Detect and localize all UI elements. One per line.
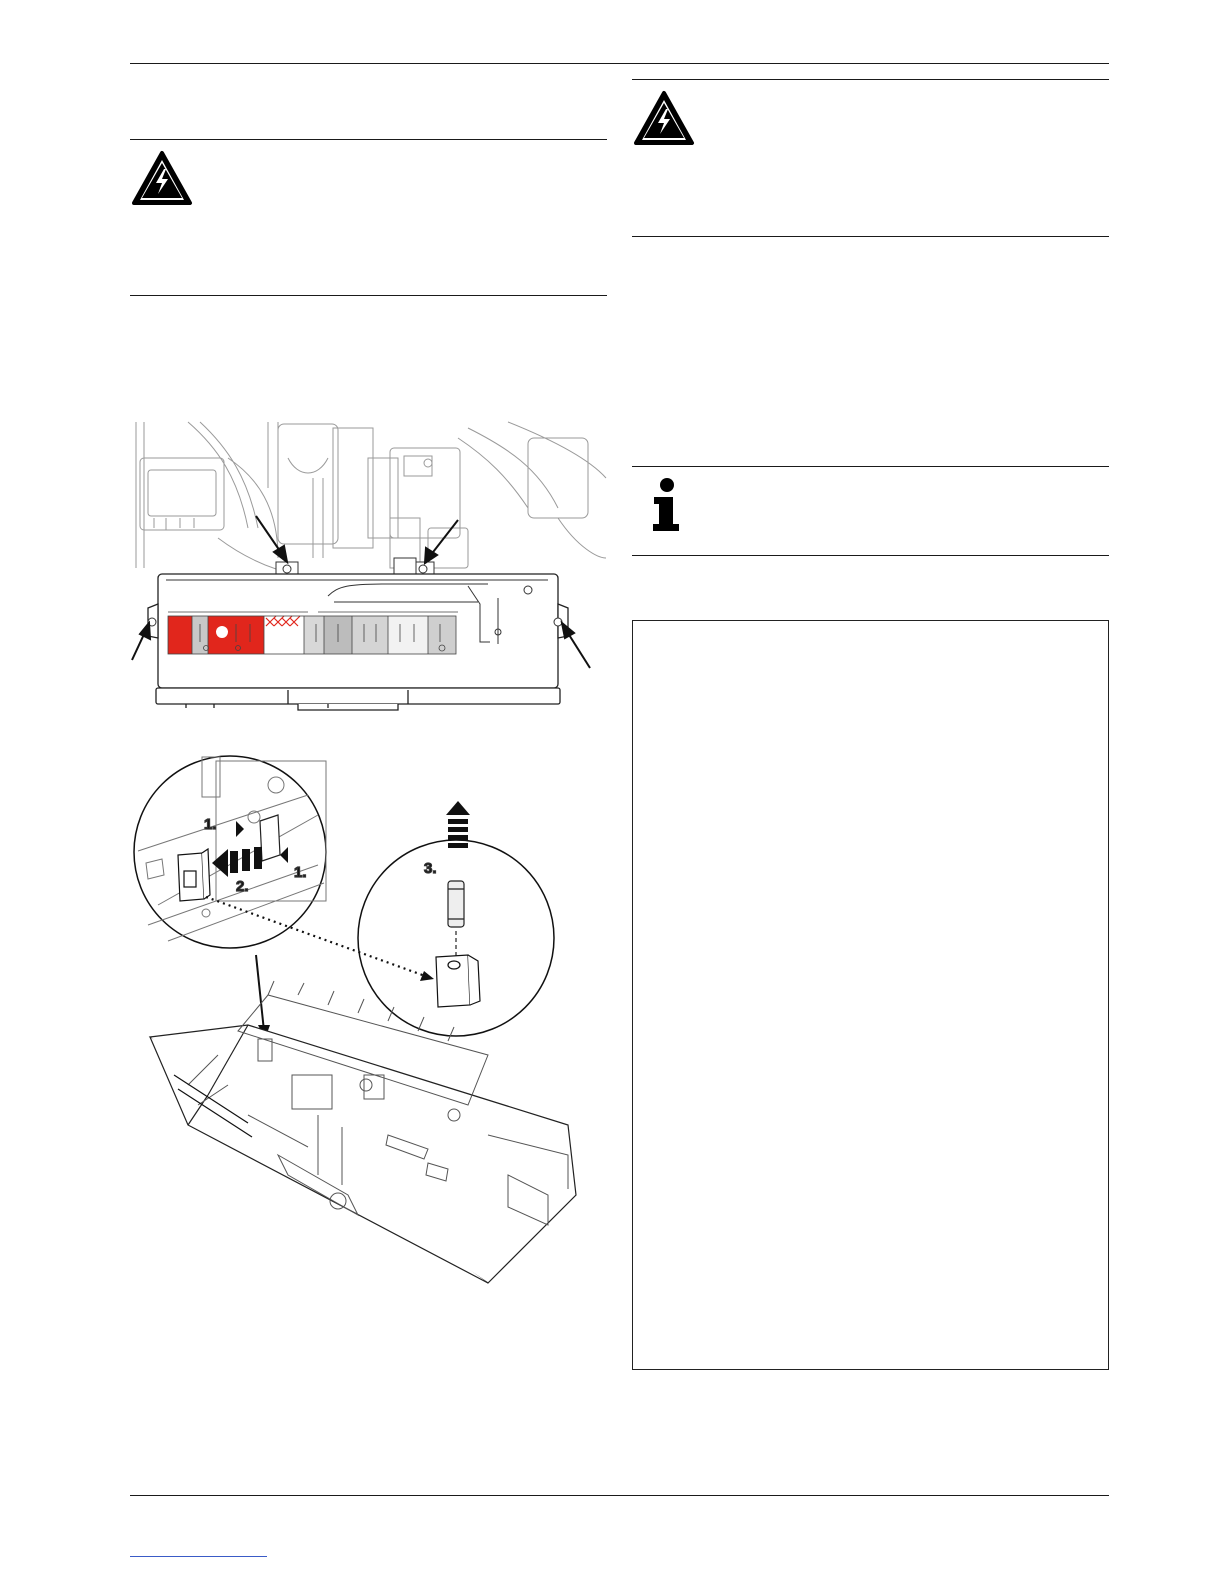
step-label-3: 3. [424, 860, 437, 877]
footer-rule [130, 1495, 1109, 1496]
step-label-1-lower: 1. [294, 864, 307, 881]
left-warning-bottom-rule [130, 295, 607, 296]
header-rule [130, 63, 1109, 64]
note-box [632, 620, 1109, 1370]
right-warning-top-rule [632, 79, 1109, 80]
footer-link-underline[interactable] [130, 1556, 267, 1557]
info-top-rule [632, 466, 1109, 467]
right-warning-bottom-rule [632, 236, 1109, 237]
info-bottom-rule [632, 555, 1109, 556]
figure-fuse-replacement [128, 755, 610, 1295]
electric-hazard-warning-icon [633, 90, 695, 146]
left-warning-top-rule [130, 139, 607, 140]
step-label-1-upper: 1. [204, 816, 217, 833]
information-icon [646, 477, 686, 533]
figure-control-box-mounting [128, 418, 610, 718]
step-label-2: 2. [236, 878, 249, 895]
electric-hazard-warning-icon [131, 150, 193, 206]
